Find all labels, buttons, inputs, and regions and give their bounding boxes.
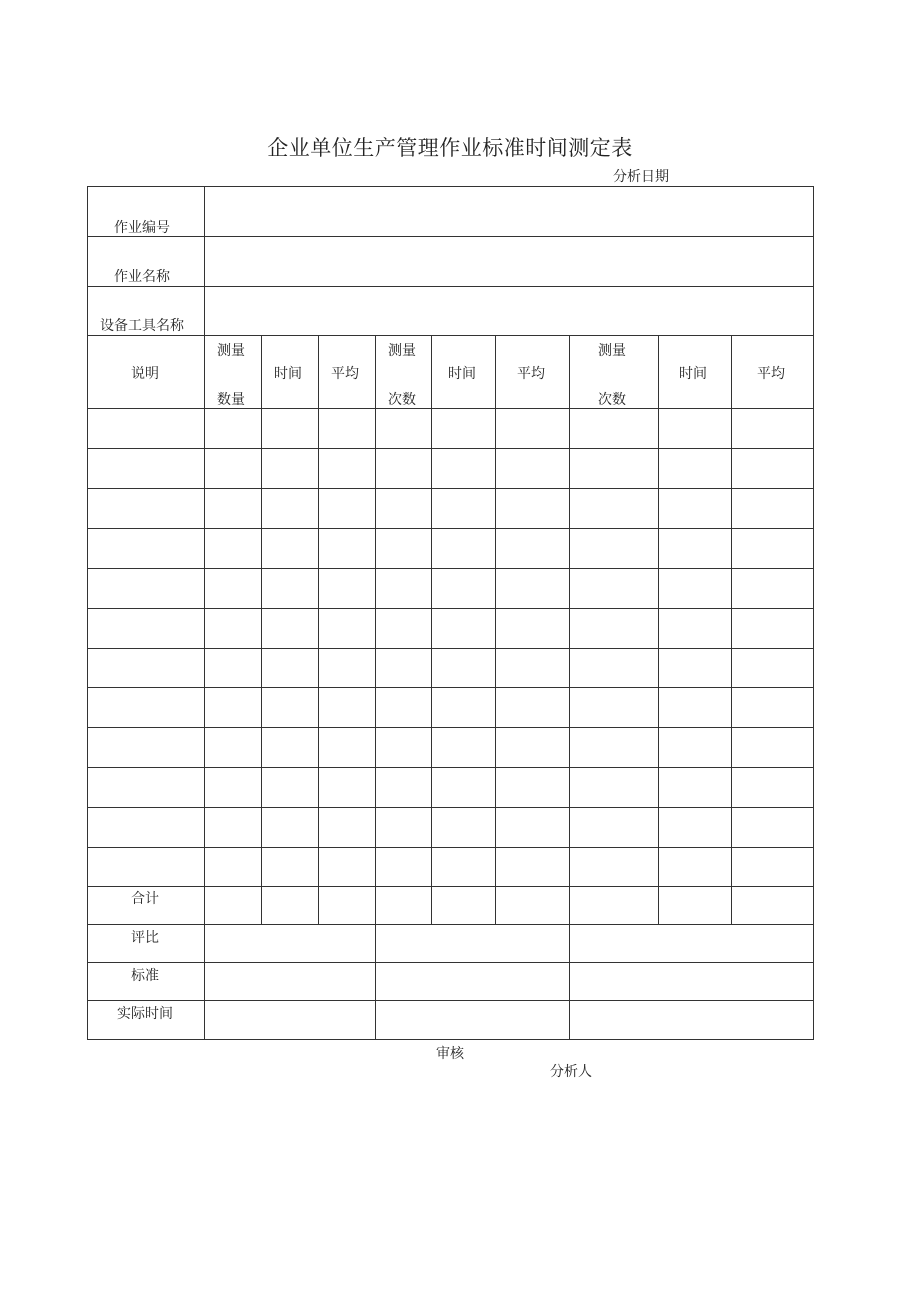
job-number-field[interactable]: [210, 190, 810, 234]
data-cell[interactable]: [205, 529, 261, 568]
rating-row-label: 评比: [131, 930, 159, 946]
group2-count-header-bottom: 次数: [388, 392, 416, 408]
data-cell[interactable]: [432, 449, 495, 488]
group3-time-header: 时间: [679, 366, 707, 382]
total-cell[interactable]: [570, 887, 658, 924]
analyst-label: 分析人: [550, 1064, 592, 1080]
data-cell[interactable]: [205, 609, 261, 648]
total-row-label: 合计: [131, 891, 159, 907]
description-header: 说明: [131, 366, 159, 382]
data-cell[interactable]: [659, 409, 731, 448]
data-cell[interactable]: [88, 569, 204, 608]
data-cell[interactable]: [570, 688, 658, 727]
total-cell[interactable]: [496, 887, 569, 924]
data-cell[interactable]: [205, 688, 261, 727]
data-cell[interactable]: [319, 449, 375, 488]
summary-group-divider: [375, 924, 376, 1040]
data-cell[interactable]: [88, 848, 204, 886]
data-cell[interactable]: [496, 808, 569, 847]
data-cell[interactable]: [205, 449, 261, 488]
group1-average-header: 平均: [331, 366, 359, 382]
standard-row-label: 标准: [131, 968, 159, 984]
data-cell[interactable]: [432, 728, 495, 767]
data-cell[interactable]: [570, 449, 658, 488]
review-label: 审核: [436, 1046, 464, 1062]
data-cell[interactable]: [376, 489, 431, 528]
data-cell[interactable]: [376, 449, 431, 488]
data-cell[interactable]: [659, 449, 731, 488]
table-row-line: [87, 286, 814, 287]
data-cell[interactable]: [496, 728, 569, 767]
data-cell[interactable]: [496, 649, 569, 687]
data-cell[interactable]: [88, 688, 204, 727]
data-cell[interactable]: [570, 609, 658, 648]
job-name-label: 作业名称: [114, 269, 170, 285]
data-cell[interactable]: [659, 489, 731, 528]
data-cell[interactable]: [262, 848, 318, 886]
table-row-line: [87, 335, 814, 336]
data-cell[interactable]: [570, 808, 658, 847]
data-cell[interactable]: [262, 529, 318, 568]
data-cell[interactable]: [659, 808, 731, 847]
data-cell[interactable]: [262, 449, 318, 488]
data-cell[interactable]: [262, 649, 318, 687]
data-cell[interactable]: [205, 649, 261, 687]
data-cell[interactable]: [570, 529, 658, 568]
data-cell[interactable]: [319, 529, 375, 568]
data-cell[interactable]: [732, 569, 813, 608]
data-cell[interactable]: [732, 688, 813, 727]
group1-time-header: 时间: [274, 366, 302, 382]
data-cell[interactable]: [205, 489, 261, 528]
data-cell[interactable]: [319, 409, 375, 448]
group1-count-header-top: 测量: [217, 343, 245, 359]
data-cell[interactable]: [205, 728, 261, 767]
data-cell[interactable]: [732, 529, 813, 568]
data-cell[interactable]: [376, 768, 431, 807]
data-cell[interactable]: [319, 649, 375, 687]
data-cell[interactable]: [319, 768, 375, 807]
data-cell[interactable]: [205, 569, 261, 608]
data-cell[interactable]: [496, 848, 569, 886]
data-cell[interactable]: [205, 808, 261, 847]
data-cell[interactable]: [319, 688, 375, 727]
group2-count-header-top: 测量: [388, 343, 416, 359]
table-row-line: [87, 1000, 814, 1001]
data-cell[interactable]: [88, 649, 204, 687]
total-cell[interactable]: [432, 887, 495, 924]
data-cell[interactable]: [88, 768, 204, 807]
data-cell[interactable]: [732, 848, 813, 886]
data-cell[interactable]: [88, 409, 204, 448]
table-row-line: [87, 186, 814, 187]
data-cell[interactable]: [432, 808, 495, 847]
table-row-line: [87, 1039, 814, 1040]
group3-average-header: 平均: [757, 366, 785, 382]
data-cell[interactable]: [432, 489, 495, 528]
group2-average-header: 平均: [517, 366, 545, 382]
data-cell[interactable]: [732, 489, 813, 528]
equipment-tools-label: 设备工具名称: [100, 318, 184, 334]
data-cell[interactable]: [88, 609, 204, 648]
data-cell[interactable]: [732, 409, 813, 448]
data-cell[interactable]: [319, 569, 375, 608]
data-cell[interactable]: [262, 728, 318, 767]
data-cell[interactable]: [205, 409, 261, 448]
data-cell[interactable]: [88, 529, 204, 568]
data-cell[interactable]: [262, 489, 318, 528]
data-cell[interactable]: [88, 489, 204, 528]
data-cell[interactable]: [432, 529, 495, 568]
data-cell[interactable]: [570, 768, 658, 807]
data-cell[interactable]: [659, 728, 731, 767]
data-cell[interactable]: [496, 768, 569, 807]
data-cell[interactable]: [432, 569, 495, 608]
data-cell[interactable]: [376, 409, 431, 448]
data-cell[interactable]: [732, 768, 813, 807]
total-cell[interactable]: [205, 887, 261, 924]
data-cell[interactable]: [205, 848, 261, 886]
data-cell[interactable]: [319, 489, 375, 528]
data-cell[interactable]: [659, 569, 731, 608]
table-row-line: [87, 962, 814, 963]
data-cell[interactable]: [262, 688, 318, 727]
table-border-right: [813, 186, 814, 1040]
job-number-label: 作业编号: [114, 220, 170, 236]
data-cell[interactable]: [496, 688, 569, 727]
data-cell[interactable]: [319, 728, 375, 767]
data-cell[interactable]: [659, 529, 731, 568]
data-cell[interactable]: [205, 768, 261, 807]
data-cell[interactable]: [262, 808, 318, 847]
data-cell[interactable]: [432, 768, 495, 807]
data-cell[interactable]: [262, 609, 318, 648]
data-cell[interactable]: [262, 409, 318, 448]
data-cell[interactable]: [88, 449, 204, 488]
total-cell[interactable]: [376, 887, 431, 924]
data-cell[interactable]: [376, 688, 431, 727]
data-cell[interactable]: [732, 728, 813, 767]
data-cell[interactable]: [496, 409, 569, 448]
data-cell[interactable]: [570, 848, 658, 886]
data-cell[interactable]: [732, 808, 813, 847]
data-cell[interactable]: [659, 848, 731, 886]
data-cell[interactable]: [432, 409, 495, 448]
data-cell[interactable]: [262, 569, 318, 608]
data-cell[interactable]: [376, 649, 431, 687]
total-cell[interactable]: [262, 887, 318, 924]
data-cell[interactable]: [659, 768, 731, 807]
summary-group-divider: [569, 924, 570, 1040]
data-cell[interactable]: [496, 569, 569, 608]
data-cell[interactable]: [319, 609, 375, 648]
group3-count-header-top: 测量: [598, 343, 626, 359]
group1-count-header-bottom: 数量: [217, 392, 245, 408]
data-cell[interactable]: [659, 688, 731, 727]
data-cell[interactable]: [376, 569, 431, 608]
total-cell[interactable]: [319, 887, 375, 924]
data-cell[interactable]: [570, 649, 658, 687]
table-row-line: [87, 236, 814, 237]
data-cell[interactable]: [432, 609, 495, 648]
total-cell[interactable]: [659, 887, 731, 924]
data-cell[interactable]: [432, 649, 495, 687]
data-cell[interactable]: [432, 848, 495, 886]
data-cell[interactable]: [732, 609, 813, 648]
group3-count-header-bottom: 次数: [598, 392, 626, 408]
data-cell[interactable]: [732, 449, 813, 488]
data-cell[interactable]: [262, 768, 318, 807]
equipment-tools-field[interactable]: [210, 290, 810, 334]
data-cell[interactable]: [659, 649, 731, 687]
group2-time-header: 时间: [448, 366, 476, 382]
data-cell[interactable]: [376, 609, 431, 648]
data-cell[interactable]: [659, 609, 731, 648]
data-cell[interactable]: [376, 808, 431, 847]
data-cell[interactable]: [570, 569, 658, 608]
data-cell[interactable]: [376, 728, 431, 767]
data-cell[interactable]: [319, 808, 375, 847]
total-cell[interactable]: [732, 887, 813, 924]
data-cell[interactable]: [732, 649, 813, 687]
actual-time-row-label: 实际时间: [117, 1006, 173, 1022]
data-cell[interactable]: [496, 449, 569, 488]
data-cell[interactable]: [570, 409, 658, 448]
data-cell[interactable]: [376, 529, 431, 568]
form-title: 企业单位生产管理作业标准时间测定表: [267, 136, 633, 160]
data-cell[interactable]: [570, 728, 658, 767]
data-cell[interactable]: [88, 808, 204, 847]
table-row-line: [87, 924, 814, 925]
job-name-field[interactable]: [210, 240, 810, 284]
data-cell[interactable]: [570, 489, 658, 528]
data-cell[interactable]: [496, 529, 569, 568]
data-cell[interactable]: [496, 609, 569, 648]
analysis-date-label: 分析日期: [613, 169, 669, 185]
data-cell[interactable]: [496, 489, 569, 528]
data-cell[interactable]: [88, 728, 204, 767]
data-cell[interactable]: [319, 848, 375, 886]
data-cell[interactable]: [376, 848, 431, 886]
data-cell[interactable]: [432, 688, 495, 727]
